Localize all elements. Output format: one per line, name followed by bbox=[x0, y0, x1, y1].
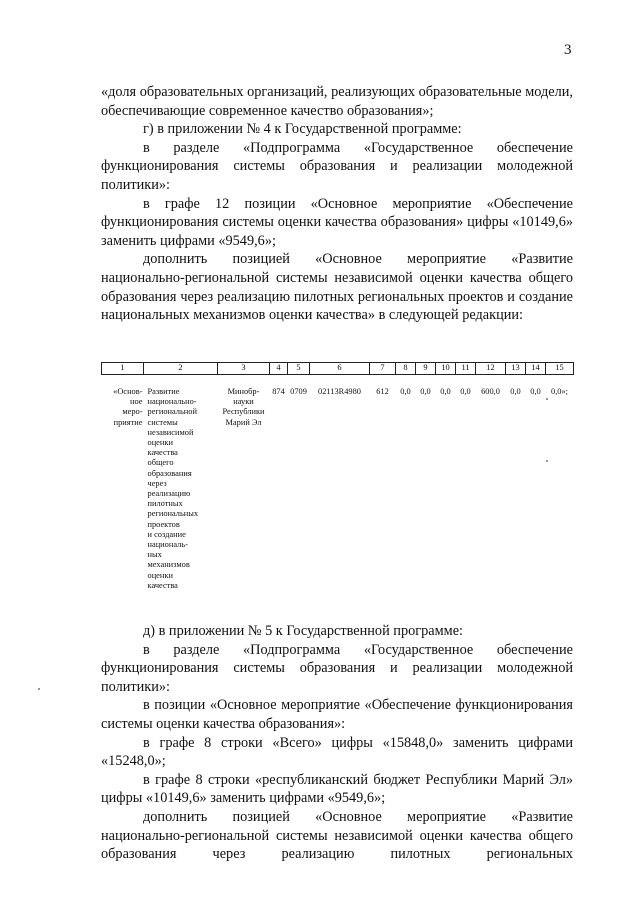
scan-speck bbox=[38, 688, 40, 690]
scan-speck bbox=[546, 460, 548, 462]
cell-target-article: 02113R4980 bbox=[318, 387, 361, 396]
column-header: 14 bbox=[526, 363, 546, 375]
column-header: 5 bbox=[288, 363, 310, 375]
paragraph: в графе 12 позиции «Основное мероприятие «Обеспечение функционирования системы оценки качества образования» цифры «10149,6» заменить цифрами «9549,6»; bbox=[101, 195, 573, 249]
cell-value: 0,0»; bbox=[551, 387, 568, 396]
scan-speck bbox=[546, 398, 548, 400]
cell-responsible: Минобр- науки Республики Марий Эл bbox=[222, 387, 265, 427]
paragraph: в разделе «Подпрограмма «Государственное обеспечение функционирования системы образования и реализации молодежной политики»: bbox=[101, 139, 573, 193]
paragraph: в позиции «Основное мероприятие «Обеспечение функционирования системы оценки качества образования»: bbox=[101, 697, 573, 732]
table-header-row bbox=[102, 363, 574, 375]
cell-value: 0,0 bbox=[400, 387, 411, 396]
cell-activity-type: «Основ- ное меро- приятие bbox=[113, 387, 143, 427]
column-header: 12 bbox=[476, 363, 506, 375]
cell-value: 0,0 bbox=[460, 387, 471, 396]
column-header: 1 bbox=[102, 363, 144, 375]
cell-value: 0,0 bbox=[420, 387, 431, 396]
cell-activity-name: Развитие национально- региональной системы независимой оценки качества общего образования через реализацию пилотных региональных проектов и создание националь- ных механизмов оценки качества bbox=[147, 387, 199, 590]
cell-value: 0,0 bbox=[440, 387, 451, 396]
cell-section: 0709 bbox=[290, 387, 307, 396]
cell-value: 0,0 bbox=[530, 387, 541, 396]
paragraph: в графе 8 строки «Всего» цифры «15848,0» заменить цифрами «15248,0»; bbox=[101, 734, 573, 770]
body-text-top bbox=[101, 83, 573, 325]
paragraph: дополнить позицией «Основное мероприятие «Развитие национально-региональной системы независимой оценки качества общего образования через реализацию пилотных региональных проектов и создание национальных механизмов оценки качества» в следующей редакции: bbox=[101, 251, 573, 324]
paragraph: г) в приложении № 4 к Государственной программе: bbox=[143, 121, 462, 138]
paragraph: в графе 8 строки «республиканский бюджет Республики Марий Эл» цифры «10149,6» заменить цифрами «9549,6»; bbox=[101, 771, 573, 807]
page-number: 3 bbox=[564, 42, 572, 58]
paragraph: в разделе «Подпрограмма «Государственное обеспечение функционирования системы образования и реализации молодежной политики»: bbox=[101, 641, 573, 695]
cell-value: 600,0 bbox=[481, 387, 500, 396]
paragraph: «доля образовательных организаций, реализующих образовательные модели, обеспечивающие современное качество образования»; bbox=[101, 84, 573, 119]
program-table bbox=[101, 362, 574, 591]
column-header: 11 bbox=[456, 363, 476, 375]
column-header: 15 bbox=[546, 363, 574, 375]
cell-grbs: 874 bbox=[272, 387, 285, 396]
cell-expense-type: 612 bbox=[376, 387, 389, 396]
cell-value: 0,0 bbox=[510, 387, 521, 396]
body-text-bottom bbox=[101, 622, 573, 864]
column-header: 9 bbox=[416, 363, 436, 375]
paragraph: дополнить позицией «Основное мероприятие «Развитие национально-региональной системы независимой оценки качества общего образования через реализацию пилотных региональных bbox=[101, 808, 573, 863]
column-header: 2 bbox=[144, 363, 218, 375]
column-header: 10 bbox=[436, 363, 456, 375]
column-header: 6 bbox=[310, 363, 370, 375]
column-header: 7 bbox=[370, 363, 396, 375]
column-header: 13 bbox=[506, 363, 526, 375]
column-header: 8 bbox=[396, 363, 416, 375]
table-row bbox=[102, 375, 574, 592]
column-header: 4 bbox=[270, 363, 288, 375]
column-header: 3 bbox=[218, 363, 270, 375]
paragraph: д) в приложении № 5 к Государственной программе: bbox=[143, 623, 464, 639]
